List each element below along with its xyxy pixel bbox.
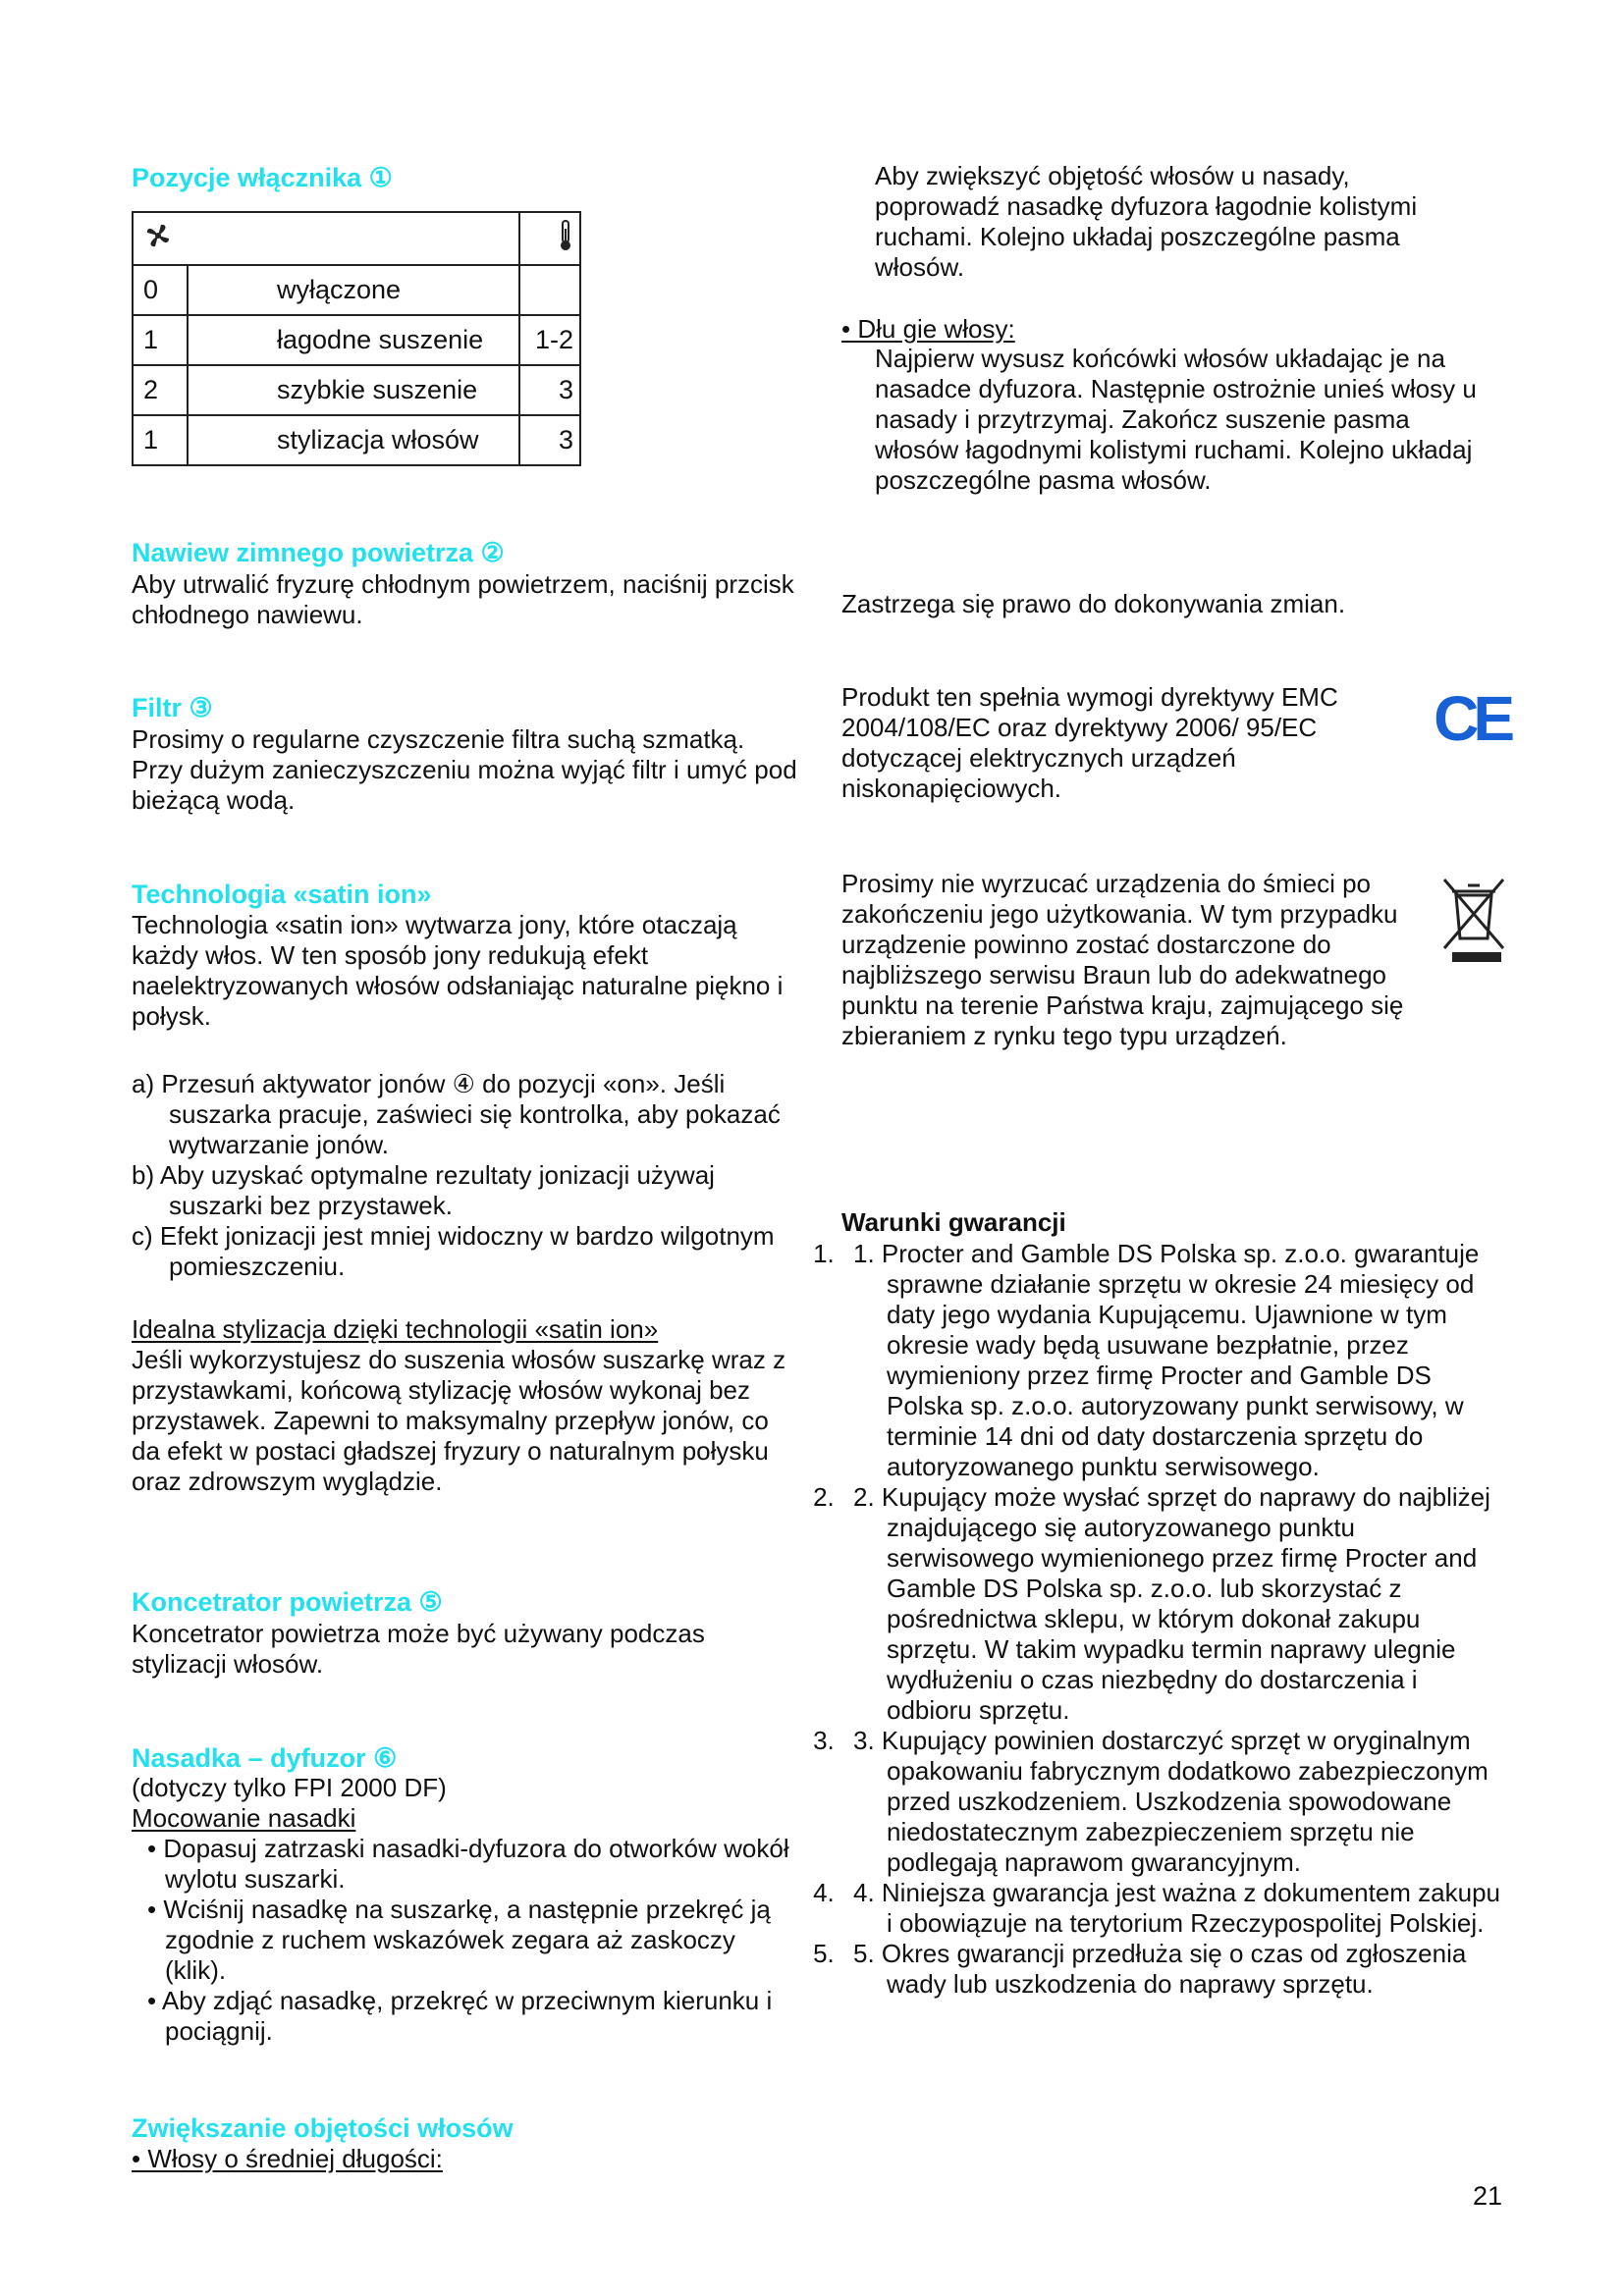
list-item: 4. 4. Niniejsza gwarancja jest ważna z dokumentem zakupu i obowiązuje na terytorium Rzeczypospolitej Polskiej. — [841, 1878, 1509, 1939]
position-label: łagodne suszenie — [188, 315, 519, 365]
volume-heading: Zwiększanie objętości włosów — [132, 2113, 514, 2143]
ce-mark-icon: CE — [1434, 683, 1509, 754]
fan-icon — [133, 212, 519, 265]
diffuser-note: (dotyczy tylko FPI 2000 DF) — [132, 1773, 447, 1802]
heat-value — [519, 265, 580, 315]
changes-notice: Zastrzega się prawo do dokonywania zmian. — [841, 589, 1346, 618]
thermometer-icon — [519, 212, 580, 265]
crossed-bin-icon — [1438, 874, 1509, 964]
table-header-row — [133, 212, 580, 265]
cool-shot-heading: Nawiew zimnego powietrza ② — [132, 538, 505, 567]
list-item: 2. 2. Kupujący może wysłać sprzęt do naprawy do najbliżej znajdującego się autoryzowanego punktu serwisowego wymienionego przez firmę Procter and Gamble DS Polska sp. z.o.o. lub skorzystać z pośrednictwa sklepu, w którym dokonał zakupu sprzętu. W takim wypadku termin naprawy ulegnie wydłużeniu o czas niezbędny do dostarczenia i odbioru sprzętu. — [841, 1482, 1509, 1726]
warranty-heading: Warunki gwarancji — [841, 1207, 1066, 1237]
heat-value: 3 — [519, 415, 580, 465]
ideal-styling-heading: Idealna stylizacja dzięki technologii «satin ion» — [132, 1314, 659, 1344]
filter-text: Prosimy o regularne czyszczenie filtra suchą szmatką. Przy dużym zanieczyszczeniu można wyjąć filtr i umyć pod bieżącą wodą. — [132, 724, 797, 815]
long-hair-text: Najpierw wysusz końcówki włosów układając je na nasadce dyfuzora. Następnie ostrożnie unieś włosy u nasady i przytrzymaj. Zakończ suszenie pasma włosów łagodnymi kolistymi ruchami. Kolejno układaj poszczególne pasma włosów. — [875, 344, 1477, 495]
list-item: • Wciśnij nasadkę na suszarkę, a następnie przekręć ją zgodnie z ruchem wskazówek zegara aż zaskoczy (klik). — [147, 1895, 771, 1985]
list-item: 5. 5. Okres gwarancji przedłuża się o czas od zgłoszenia wady lub uszkodzenia do naprawy sprzętu. — [841, 1939, 1509, 2000]
satin-ion-steps — [132, 1069, 799, 1282]
position-value: 1 — [133, 415, 188, 465]
long-hair-bullet: • Dłu gie włosy: — [841, 314, 1015, 344]
satin-ion-text: Technologia «satin ion» wytwarza jony, które otaczają każdy włos. W ten sposób jony redukują efekt naelektryzowanych włosów odsłaniając naturalne piękno i połysk. — [132, 910, 784, 1031]
switch-positions-heading: Pozycje włącznika ① — [132, 163, 393, 192]
table-row — [133, 265, 580, 315]
list-item: • Aby zdjąć nasadkę, przekręć w przeciwnym kierunku i pociągnij. — [147, 1986, 773, 2046]
list-item: b) Aby uzyskać optymalne rezultaty jonizacji używaj suszarki bez przystawek. — [132, 1160, 715, 1220]
heat-value: 3 — [519, 365, 580, 415]
switch-positions-table — [132, 211, 581, 466]
concentrator-text: Koncetrator powietrza może być używany podczas stylizacji włosów. — [132, 1619, 705, 1679]
diffuser-heading: Nasadka – dyfuzor ⑥ — [132, 1743, 398, 1773]
diffuser-mount-heading: Mocowanie nasadki — [132, 1803, 356, 1833]
position-value: 0 — [133, 265, 188, 315]
heat-value: 1-2 — [519, 315, 580, 365]
page-number: 21 — [1473, 2181, 1503, 2211]
table-row — [133, 315, 580, 365]
list-item: 3. 3. Kupujący powinien dostarczyć sprzęt w oryginalnym opakowaniu fabrycznym dodatkowo zabezpieczonym przed uszkodzeniem. Uszkodzenia spowodowane niedostatecznym zabezpieczeniem sprzętu nie podlegają naprawom gwarancyjnym. — [841, 1726, 1509, 1878]
position-label: szybkie suszenie — [188, 365, 519, 415]
table-row — [133, 415, 580, 465]
cool-shot-text: Aby utrwalić fryzurę chłodnym powietrzem, naciśnij przcisk chłodnego nawiewu. — [132, 569, 794, 629]
list-item: a) Przesuń aktywator jonów ④ do pozycji «on». Jeśli suszarka pracuje, zaświeci się kontrolka, aby pokazać wytwarzanie jonów. — [132, 1069, 781, 1159]
diffuser-bullets — [132, 1834, 799, 2047]
position-value: 2 — [133, 365, 188, 415]
list-item: c) Efekt jonizacji jest mniej widoczny w bardzo wilgotnym pomieszczeniu. — [132, 1221, 775, 1281]
volume-continued-text: Aby zwiększyć objętość włosów u nasady, poprowadź nasadkę dyfuzora łagodnie kolistymi ruchami. Kolejno układaj poszczególne pasma włosów. — [875, 161, 1418, 282]
medium-hair-bullet: • Włosy o średniej długości: — [132, 2144, 443, 2173]
concentrator-heading: Koncetrator powietrza ⑤ — [132, 1587, 443, 1617]
position-label: stylizacja włosów — [188, 415, 519, 465]
weee-disposal-text: Prosimy nie wyrzucać urządzenia do śmieci po zakończeniu jego użytkowania. W tym przypadku urządzenie powinno zostać dostarczone do najbliższego serwisu Braun lub do adekwatnego punktu na terenie Państwa kraju, zajmującego się zbieraniem z rynku tego typu urządzeń. — [841, 869, 1404, 1050]
ideal-styling-text: Jeśli wykorzystujesz do suszenia włosów suszarkę wraz z przystawkami, końcową stylizację włosów wykonaj bez przystawek. Zapewni to maksymalny przepływ jonów, co da efekt w postaci gładszej fryzury o naturalnym połysku oraz zdrowszym wyglądzie. — [132, 1345, 786, 1496]
table-row — [133, 365, 580, 415]
position-value: 1 — [133, 315, 188, 365]
ce-compliance-text: Produkt ten spełnia wymogi dyrektywy EMC 2004/108/EC oraz dyrektywy 2006/ 95/EC dotyczącej elektrycznych urządzeń niskonapięciowych. — [841, 682, 1338, 803]
warranty-list — [841, 1239, 1509, 2000]
filter-heading: Filtr ③ — [132, 693, 213, 722]
satin-ion-heading: Technologia «satin ion» — [132, 880, 432, 909]
position-label: wyłączone — [188, 265, 519, 315]
list-item: 1. 1. Procter and Gamble DS Polska sp. z.o.o. gwarantuje sprawne działanie sprzętu w okresie 24 miesięcy od daty jego wydania Kupującemu. Ujawnione w tym okresie wady będą usuwane bezpłatnie, przez wymieniony przez firmę Procter and Gamble DS Polska sp. z.o.o. autoryzowany punkt serwisowy, w terminie 14 dni od daty dostarczenia sprzętu do autoryzowanego punktu serwisowego. — [841, 1239, 1509, 1482]
list-item: • Dopasuj zatrzaski nasadki-dyfuzora do otworków wokół wylotu suszarki. — [147, 1834, 789, 1894]
